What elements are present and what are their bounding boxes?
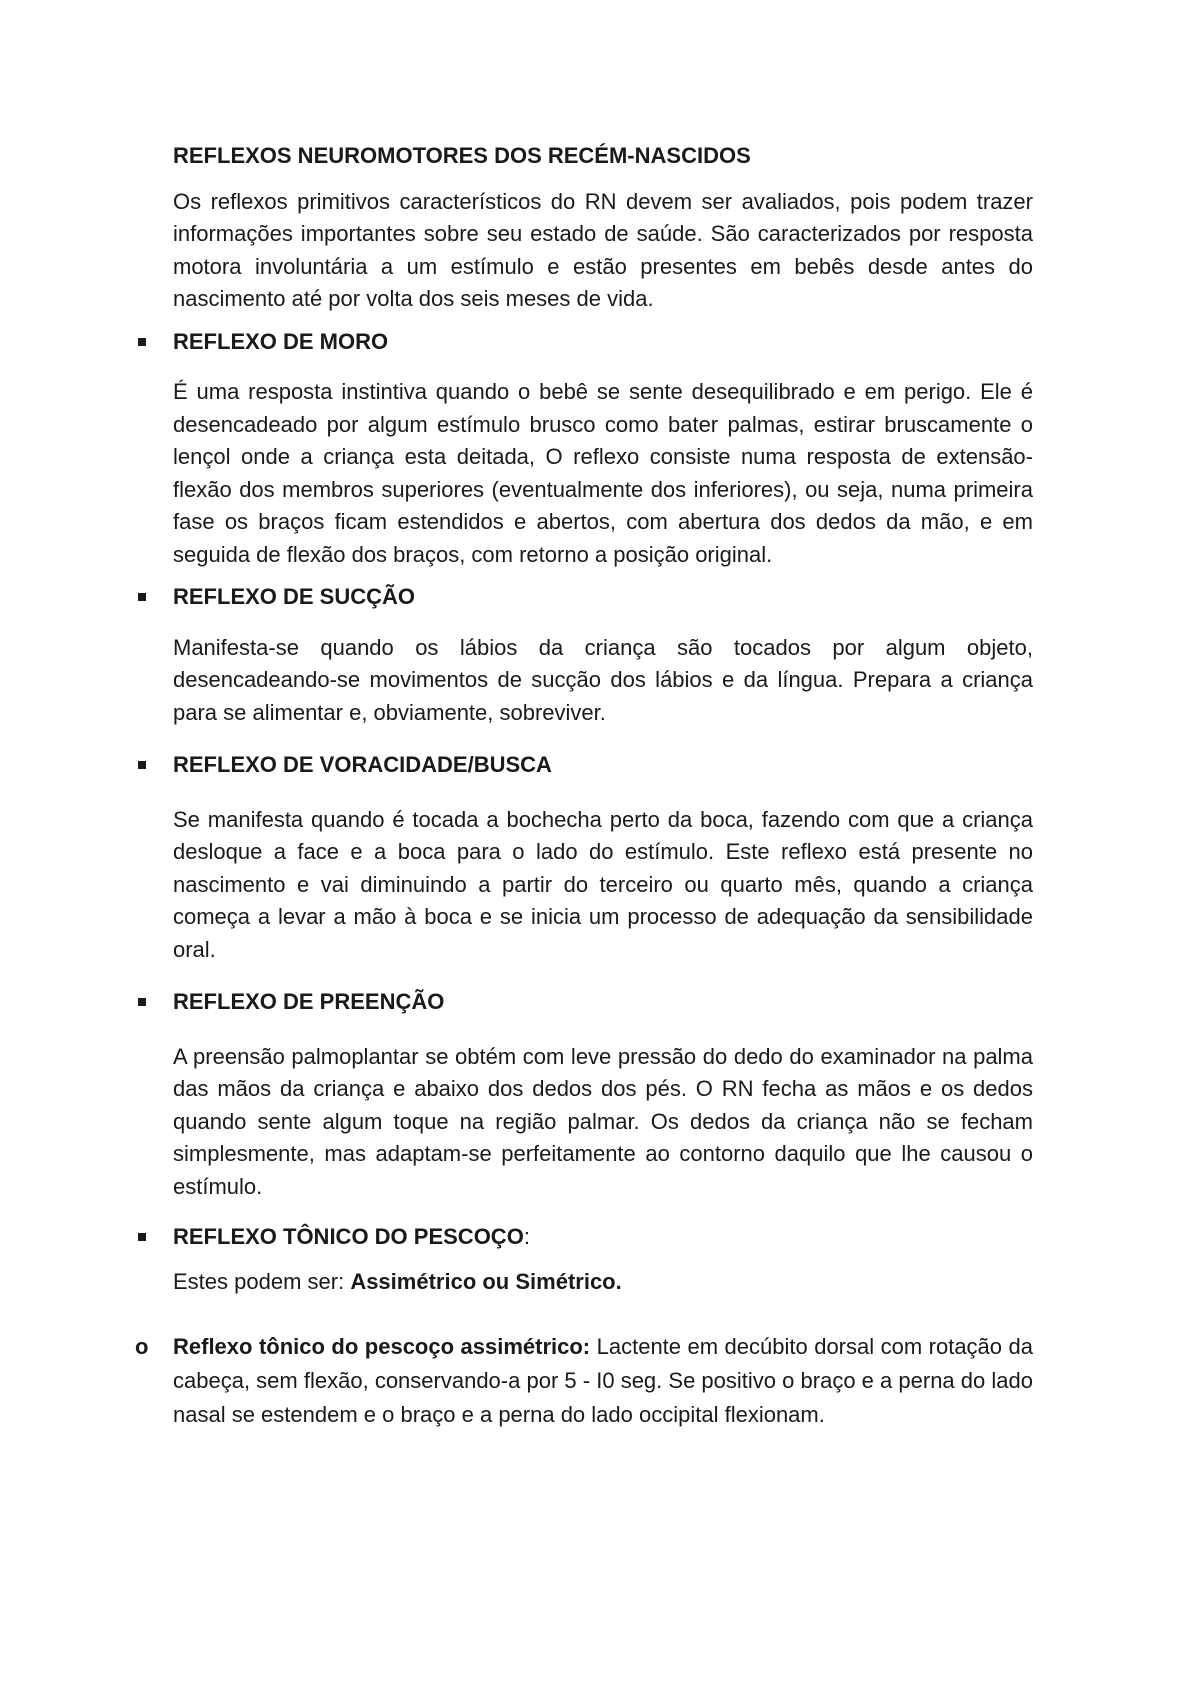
tonic-types-paragraph [173, 1266, 1033, 1299]
section-tonico [173, 1221, 1033, 1298]
sub-item-asymmetric [135, 1330, 1033, 1432]
section-heading [173, 326, 1033, 359]
tonic-types-prefix: Estes podem ser: [173, 1268, 351, 1294]
tonic-types-bold: Assimétrico ou Simétrico. [350, 1268, 622, 1294]
section-heading-text: REFLEXO DE VORACIDADE/BUSCA [173, 752, 552, 777]
sub-item-text: Lactente em decúbito dorsal com rotação da cabeça, sem flexão, conservando-a por 5 - I0 seg. Se positivo o braço e a perna do lado nasal se estendem e o braço e a perna do lado occipital flexionam. [173, 1334, 1033, 1427]
square-bullet-icon [138, 998, 146, 1006]
section-paragraph: Manifesta-se quando os lábios da criança são tocados por algum objeto, desencadeando-se movimentos de sucção dos lábios e da língua. Prepara a criança para se alimentar e, obviamente, sobreviver. [173, 634, 1033, 725]
section-heading-text: REFLEXO DE PREENÇÃO [173, 989, 445, 1014]
circle-bullet-icon: o [135, 1334, 149, 1359]
sub-item-bold-label: Reflexo tônico do pescoço assimétrico: [173, 1334, 591, 1359]
section-heading [173, 749, 1033, 782]
section-heading-text: REFLEXO TÔNICO DO PESCOÇO [173, 1224, 524, 1249]
section-moro [173, 326, 1033, 572]
section-heading [173, 986, 1033, 1019]
section-heading [173, 1221, 1033, 1254]
intro-paragraph: Os reflexos primitivos característicos do RN devem ser avaliados, pois podem trazer informações importantes sobre seu estado de saúde. São caracterizados por resposta motora involuntária a um estímulo e estão presentes em bebês desde antes do nascimento até por volta dos seis meses de vida. [173, 188, 1033, 311]
square-bullet-icon [138, 1233, 146, 1241]
section-preencao [173, 986, 1033, 1203]
section-voracidade [173, 749, 1033, 966]
square-bullet-icon [138, 761, 146, 769]
square-bullet-icon [138, 593, 146, 601]
section-succao [173, 581, 1033, 729]
section-paragraph: A preensão palmoplantar se obtém com leve pressão do dedo do examinador na palma das mãos da criança e abaixo dos dedos dos pés. O RN fecha as mãos e os dedos quando sente algum toque na região palmar. Os dedos da criança não se fecham simplesmente, mas adaptam-se perfeitamente ao contorno daquilo que lhe causou o estímulo. [173, 1043, 1033, 1199]
square-bullet-icon [138, 338, 146, 346]
section-heading [173, 581, 1033, 614]
section-paragraph: É uma resposta instintiva quando o bebê se sente desequilibrado e em perigo. Ele é desencadeado por algum estímulo brusco como bater palmas, estirar bruscamente o lençol onde a criança esta deitada, O reflexo consiste numa resposta de extensão-flexão dos membros superiores (eventualmente dos inferiores), ou seja, numa primeira fase os braços ficam estendidos e abertos, com abertura dos dedos da mão, e em seguida de flexão dos braços, com retorno a posição original. [173, 379, 1033, 567]
document-content [135, 140, 1033, 1432]
section-paragraph: Se manifesta quando é tocada a bochecha perto da boca, fazendo com que a criança desloque a face e a boca para o lado do estímulo. Este reflexo está presente no nascimento e vai diminuindo a partir do terceiro ou quarto mês, quando a criança começa a levar a mão à boca e se inicia um processo de adequação da sensibilidade oral. [173, 806, 1033, 962]
section-heading-text: REFLEXO DE SUCÇÃO [173, 584, 416, 609]
section-heading-text: REFLEXO DE MORO [173, 328, 389, 354]
heading-colon: : [523, 1224, 530, 1249]
document-title: REFLEXOS NEUROMOTORES DOS RECÉM-NASCIDOS [173, 143, 751, 168]
